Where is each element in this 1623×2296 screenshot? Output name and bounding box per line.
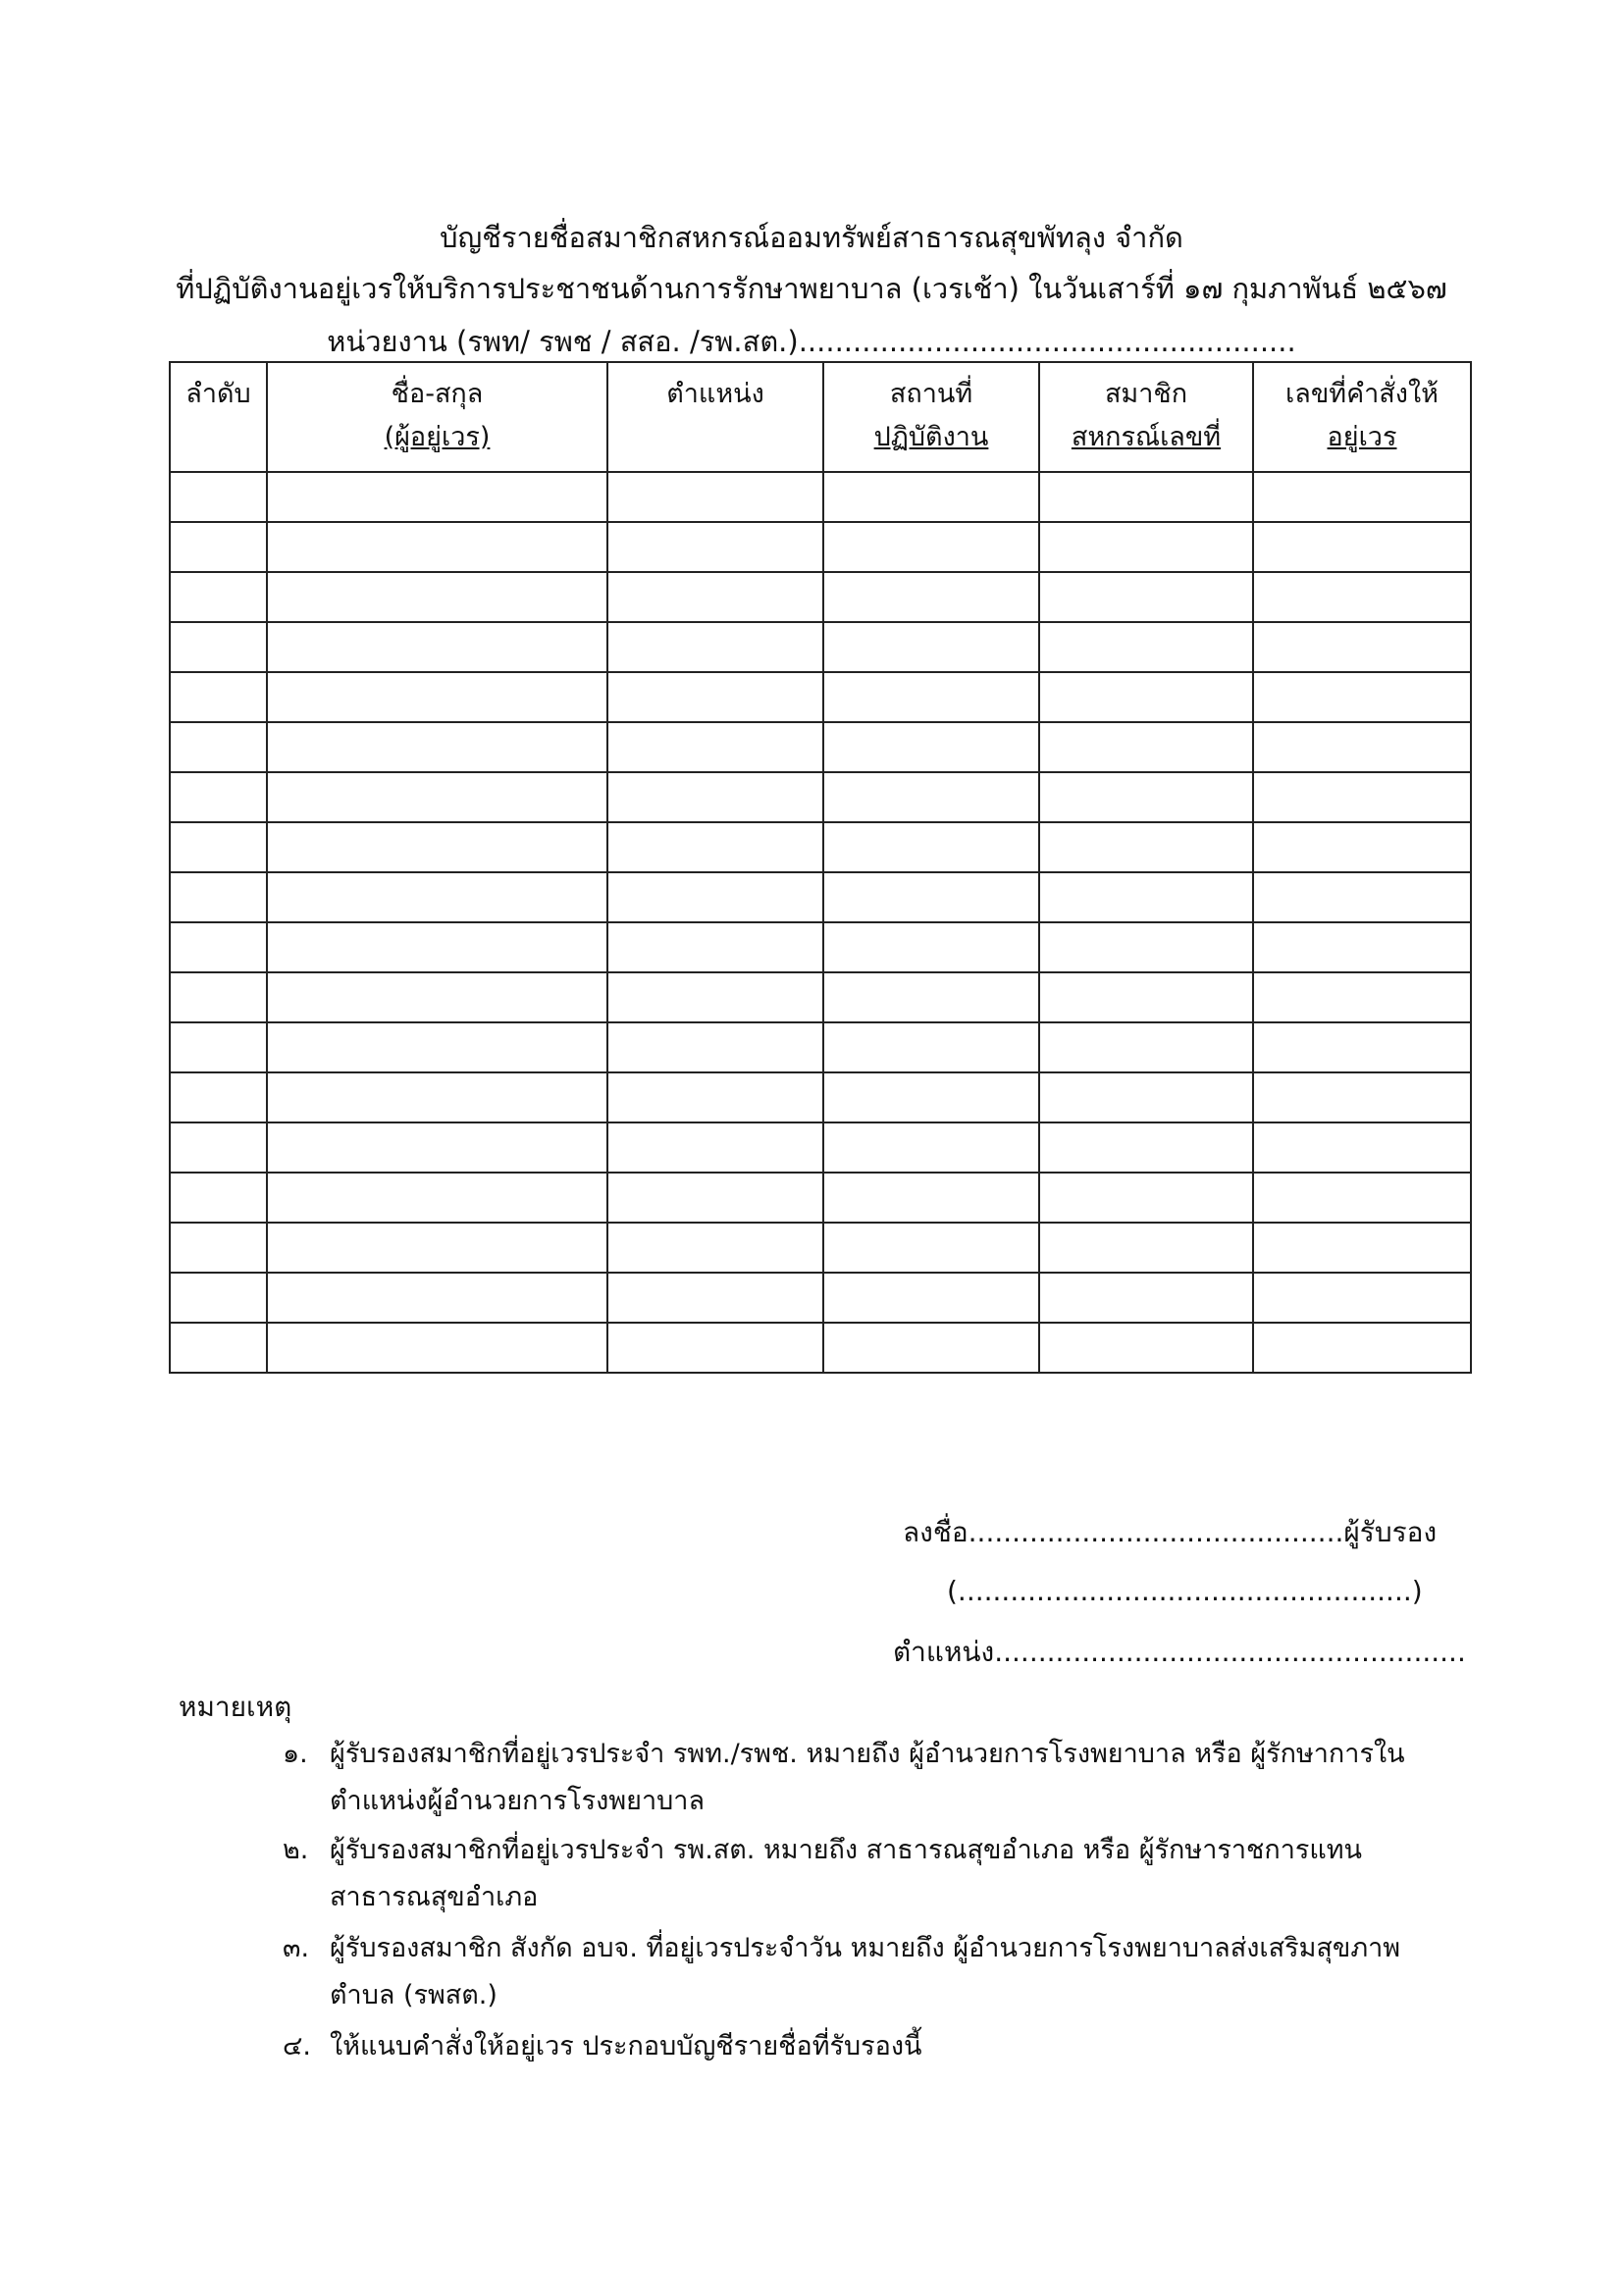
note-text-continued: สาธารณสุขอำเภอ: [330, 1882, 539, 1912]
table-cell[interactable]: [170, 522, 267, 572]
table-cell[interactable]: [267, 722, 607, 772]
table-cell[interactable]: [823, 922, 1039, 972]
table-cell[interactable]: [1253, 572, 1471, 622]
signature-line: ลงชื่อ...........................................ผู้รับรอง: [903, 1516, 1438, 1548]
table-cell[interactable]: [1253, 822, 1471, 872]
table-row: [170, 822, 1471, 872]
table-cell[interactable]: [823, 822, 1039, 872]
signature-position-line: ตำแหน่ง......................................................: [893, 1636, 1466, 1668]
table-cell[interactable]: [823, 722, 1039, 772]
table-cell[interactable]: [823, 1323, 1039, 1373]
table-cell[interactable]: [1253, 1173, 1471, 1223]
note-item: [283, 1827, 1362, 1921]
table-row: [170, 1022, 1471, 1072]
table-cell[interactable]: [1253, 622, 1471, 672]
table-cell[interactable]: [1039, 922, 1253, 972]
header-member-no-label: สมาชิก: [1104, 379, 1188, 409]
table-cell[interactable]: [607, 772, 823, 822]
table-cell[interactable]: [267, 1323, 607, 1373]
table-cell[interactable]: [170, 1072, 267, 1122]
table-cell[interactable]: [170, 722, 267, 772]
header-order-number-sublabel: อยู่เวร: [1327, 422, 1397, 452]
note-text: ผู้รับรองสมาชิกที่อยู่เวรประจำ รพท./รพช. หมายถึง ผู้อำนวยการโรงพยาบาล หรือ ผู้รักษาการใน: [330, 1739, 1405, 1769]
table-cell[interactable]: [607, 1022, 823, 1072]
table-cell[interactable]: [823, 1022, 1039, 1072]
header-name-sublabel: (ผู้อยู่เวร): [384, 422, 491, 452]
table-cell[interactable]: [170, 822, 267, 872]
table-cell[interactable]: [170, 872, 267, 922]
table-row: [170, 572, 1471, 622]
header-workplace-sublabel: ปฏิบัติงาน: [873, 422, 989, 452]
table-cell[interactable]: [170, 1122, 267, 1173]
table-cell[interactable]: [823, 1072, 1039, 1122]
note-number: ๒.: [283, 1835, 309, 1865]
table-row: [170, 472, 1471, 522]
table-cell[interactable]: [170, 1323, 267, 1373]
header-order-number-label: เลขที่คำสั่งให้: [1285, 379, 1439, 409]
table-cell[interactable]: [607, 1173, 823, 1223]
table-cell[interactable]: [267, 672, 607, 722]
header-name-label: ชื่อ-สกุล: [391, 379, 484, 409]
notes-heading: หมายเหตุ: [179, 1691, 292, 1723]
table-cell[interactable]: [267, 772, 607, 822]
header-member-no: [1039, 362, 1253, 472]
table-cell[interactable]: [607, 1323, 823, 1373]
table-cell[interactable]: [823, 872, 1039, 922]
table-row: [170, 872, 1471, 922]
table-cell[interactable]: [1039, 522, 1253, 572]
table-cell[interactable]: [823, 622, 1039, 672]
header-position: [607, 362, 823, 472]
table-cell[interactable]: [1253, 972, 1471, 1022]
table-cell[interactable]: [607, 922, 823, 972]
table-cell[interactable]: [607, 522, 823, 572]
table-cell[interactable]: [267, 922, 607, 972]
table-cell[interactable]: [1253, 772, 1471, 822]
note-text: ผู้รับรองสมาชิก สังกัด อบจ. ที่อยู่เวรประจำวัน หมายถึง ผู้อำนวยการโรงพยาบาลส่งเสริมสุขภาพ: [330, 1933, 1401, 1963]
table-row: [170, 1323, 1471, 1373]
table-body: [170, 472, 1471, 1373]
header-workplace-label: สถานที่: [889, 379, 973, 409]
table-row: [170, 922, 1471, 972]
table-cell[interactable]: [607, 972, 823, 1022]
table-cell[interactable]: [823, 1122, 1039, 1173]
table-cell[interactable]: [1039, 1022, 1253, 1072]
table-cell[interactable]: [1039, 1223, 1253, 1273]
note-item: [283, 2023, 922, 2070]
table-row: [170, 972, 1471, 1022]
header-order-label: ลำดับ: [185, 379, 251, 409]
table-header-row: [170, 362, 1471, 472]
table-cell[interactable]: [1253, 922, 1471, 972]
table-cell[interactable]: [607, 1273, 823, 1323]
table-cell[interactable]: [1039, 1323, 1253, 1373]
table-cell[interactable]: [607, 1223, 823, 1273]
table-cell[interactable]: [1039, 972, 1253, 1022]
table-cell[interactable]: [1253, 472, 1471, 522]
note-text: ให้แนบคำสั่งให้อยู่เวร ประกอบบัญชีรายชื่อที่รับรองนี้: [330, 2031, 922, 2061]
table-cell[interactable]: [1039, 572, 1253, 622]
header-position-label: ตำแหน่ง: [666, 379, 764, 409]
table-cell[interactable]: [1253, 1223, 1471, 1273]
table-cell[interactable]: [267, 572, 607, 622]
table-cell[interactable]: [267, 522, 607, 572]
table-row: [170, 1173, 1471, 1223]
table-cell[interactable]: [607, 472, 823, 522]
table-row: [170, 622, 1471, 672]
table-cell[interactable]: [170, 922, 267, 972]
table-cell[interactable]: [823, 472, 1039, 522]
table-cell[interactable]: [170, 972, 267, 1022]
note-item: [283, 1925, 1400, 2019]
table-cell[interactable]: [1253, 1022, 1471, 1072]
table-cell[interactable]: [607, 1122, 823, 1173]
table-row: [170, 722, 1471, 772]
table-row: [170, 522, 1471, 572]
table-cell[interactable]: [1253, 722, 1471, 772]
table-cell[interactable]: [823, 672, 1039, 722]
table-cell[interactable]: [267, 1122, 607, 1173]
note-number: ๑.: [283, 1739, 308, 1769]
table-cell[interactable]: [170, 472, 267, 522]
table-cell[interactable]: [823, 1273, 1039, 1323]
table-cell[interactable]: [1039, 1072, 1253, 1122]
table-cell[interactable]: [170, 1273, 267, 1323]
table-cell[interactable]: [267, 1273, 607, 1323]
document-title: บัญชีรายชื่อสมาชิกสหกรณ์ออมทรัพย์สาธารณสุขพัทลุง จำกัด: [440, 221, 1183, 254]
note-number: ๓.: [283, 1933, 310, 1963]
table-cell[interactable]: [1253, 1323, 1471, 1373]
table-cell[interactable]: [267, 1223, 607, 1273]
table-row: [170, 772, 1471, 822]
table-cell[interactable]: [1039, 1273, 1253, 1323]
document-subtitle: ที่ปฏิบัติงานอยู่เวรให้บริการประชาชนด้านการรักษาพยาบาล (เวรเช้า) ในวันเสาร์ที่ ๑๗ กุมภาพันธ์ ๒๕๖๗: [176, 272, 1447, 305]
note-text: ผู้รับรองสมาชิกที่อยู่เวรประจำ รพ.สต. หมายถึง สาธารณสุขอำเภอ หรือ ผู้รักษาราชการแทน: [330, 1835, 1363, 1865]
table-cell[interactable]: [267, 472, 607, 522]
table-cell[interactable]: [170, 622, 267, 672]
table-cell[interactable]: [1253, 1072, 1471, 1122]
header-name: [267, 362, 607, 472]
note-number: ๔.: [283, 2031, 312, 2061]
table-cell[interactable]: [607, 822, 823, 872]
header-order-number: [1253, 362, 1471, 472]
table-cell[interactable]: [267, 972, 607, 1022]
table-cell[interactable]: [1039, 1122, 1253, 1173]
note-item: [283, 1731, 1405, 1825]
roster-table: [169, 361, 1472, 1374]
note-text-continued: ตำบล (รพสต.): [330, 1980, 497, 2010]
table-cell[interactable]: [170, 1223, 267, 1273]
table-cell[interactable]: [823, 972, 1039, 1022]
table-cell[interactable]: [1253, 672, 1471, 722]
table-cell[interactable]: [267, 872, 607, 922]
table-cell[interactable]: [267, 822, 607, 872]
table-cell[interactable]: [170, 1173, 267, 1223]
table-cell[interactable]: [1039, 722, 1253, 772]
note-text-continued: ตำแหน่งผู้อำนวยการโรงพยาบาล: [330, 1786, 705, 1816]
table-cell[interactable]: [1039, 872, 1253, 922]
table-cell[interactable]: [267, 1072, 607, 1122]
unit-line: หน่วยงาน (รพท/ รพช / สสอ. /รพ.สต.).......................................................: [327, 325, 1296, 358]
table-cell[interactable]: [823, 572, 1039, 622]
table-cell[interactable]: [823, 1173, 1039, 1223]
table-cell[interactable]: [267, 1022, 607, 1072]
table-cell[interactable]: [1039, 672, 1253, 722]
table-cell[interactable]: [607, 572, 823, 622]
table-cell[interactable]: [1253, 1122, 1471, 1173]
table-cell[interactable]: [1253, 872, 1471, 922]
table-cell[interactable]: [267, 622, 607, 672]
table-row: [170, 672, 1471, 722]
table-row: [170, 1072, 1471, 1122]
table-cell[interactable]: [170, 572, 267, 622]
table-cell[interactable]: [267, 1173, 607, 1223]
table-cell[interactable]: [607, 872, 823, 922]
table-cell[interactable]: [1039, 772, 1253, 822]
table-cell[interactable]: [1039, 822, 1253, 872]
table-cell[interactable]: [607, 722, 823, 772]
table-row: [170, 1223, 1471, 1273]
table-cell[interactable]: [823, 522, 1039, 572]
table-cell[interactable]: [170, 672, 267, 722]
table-row: [170, 1122, 1471, 1173]
table-cell[interactable]: [607, 1072, 823, 1122]
header-workplace: [823, 362, 1039, 472]
table-cell[interactable]: [823, 1223, 1039, 1273]
signature-name-line: (....................................................): [947, 1575, 1423, 1607]
table-cell[interactable]: [1253, 1273, 1471, 1323]
table-cell[interactable]: [170, 1022, 267, 1072]
table-cell[interactable]: [823, 772, 1039, 822]
header-order: [170, 362, 267, 472]
header-member-no-sublabel: สหกรณ์เลขที่: [1071, 422, 1222, 452]
table-cell[interactable]: [1253, 522, 1471, 572]
table-cell[interactable]: [1039, 622, 1253, 672]
table-cell[interactable]: [170, 772, 267, 822]
table-cell[interactable]: [1039, 1173, 1253, 1223]
table-cell[interactable]: [607, 622, 823, 672]
table-cell[interactable]: [1039, 472, 1253, 522]
table-cell[interactable]: [607, 672, 823, 722]
table-row: [170, 1273, 1471, 1323]
